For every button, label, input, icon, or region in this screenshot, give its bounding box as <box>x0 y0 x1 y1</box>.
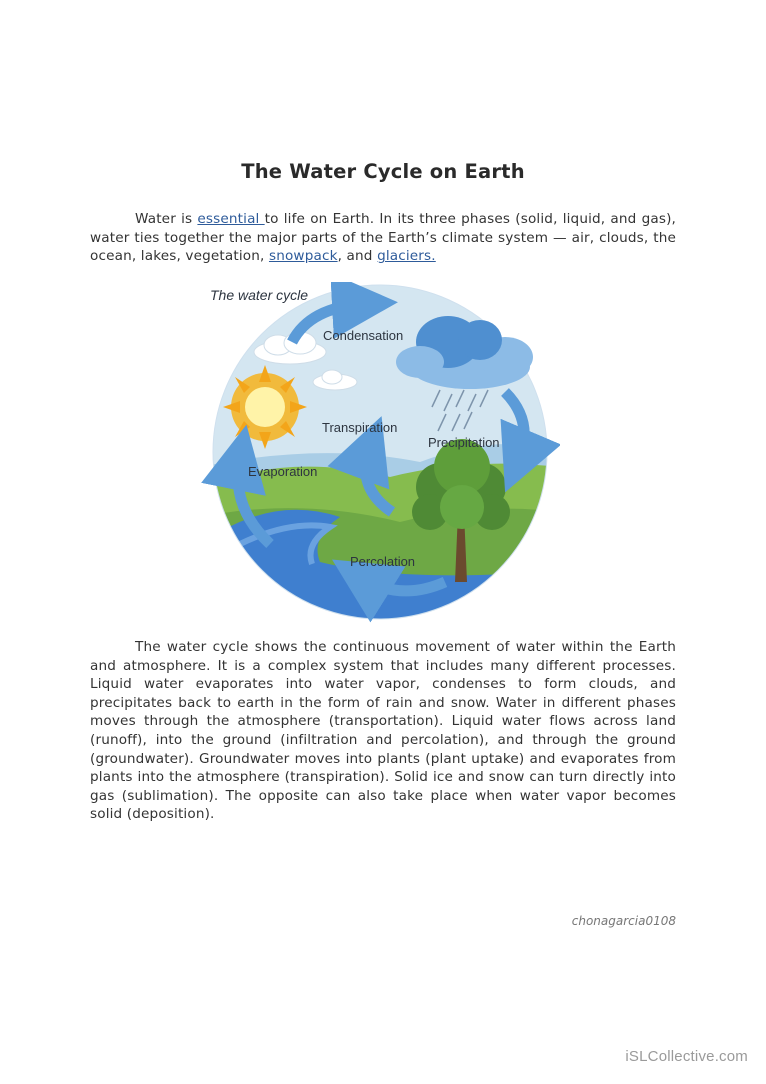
link-essential[interactable]: essential <box>197 211 265 227</box>
intro-paragraph <box>90 210 676 266</box>
intro-text-2: to life on Earth. In its three phases (solid, liquid, and gas), water ties together the major parts of the Earth’s climate system — air, clouds, the ocean, lakes, vegetation, <box>90 211 677 265</box>
body-paragraph <box>90 638 676 824</box>
brand-watermark: iSLCollective.com <box>625 1048 748 1065</box>
label-precipitation: Precipitation <box>428 435 500 450</box>
body-text: The water cycle shows the continuous movement of water within the Earth and atmosphere. It is a complex system that includes many different processes. Liquid water evaporates into water vapor, condenses to form clouds, and precipitates back to earth in the form of rain and snow. Water in different phases moves through the atmosphere (transportation). Liquid water flows across land (runoff), into the ground (infiltration and percolation), and through the ground (groundwater). Groundwater moves into plants (plant uptake) and evaporates from plants into the atmosphere (transpiration). Solid ice and snow can turn directly into gas (sublimation). The opposite can also take place when water vapor becomes solid (deposition). <box>90 639 676 823</box>
document-title: The Water Cycle on Earth <box>241 160 525 183</box>
author-signature: chonagarcia0108 <box>571 914 676 928</box>
water-cycle-diagram <box>200 282 560 627</box>
label-transpiration: Transpiration <box>322 420 398 435</box>
label-percolation: Percolation <box>350 554 416 569</box>
label-evaporation: Evaporation <box>248 464 318 479</box>
link-snowpack[interactable]: snowpack <box>268 248 338 265</box>
intro-text-3: , and <box>337 248 378 265</box>
link-glaciers[interactable]: glaciers. <box>377 248 436 265</box>
sun-icon <box>223 365 307 449</box>
label-condensation: Condensation <box>323 328 404 343</box>
intro-text-1: Water is <box>135 211 198 227</box>
diagram-title: The water cycle <box>210 287 309 303</box>
